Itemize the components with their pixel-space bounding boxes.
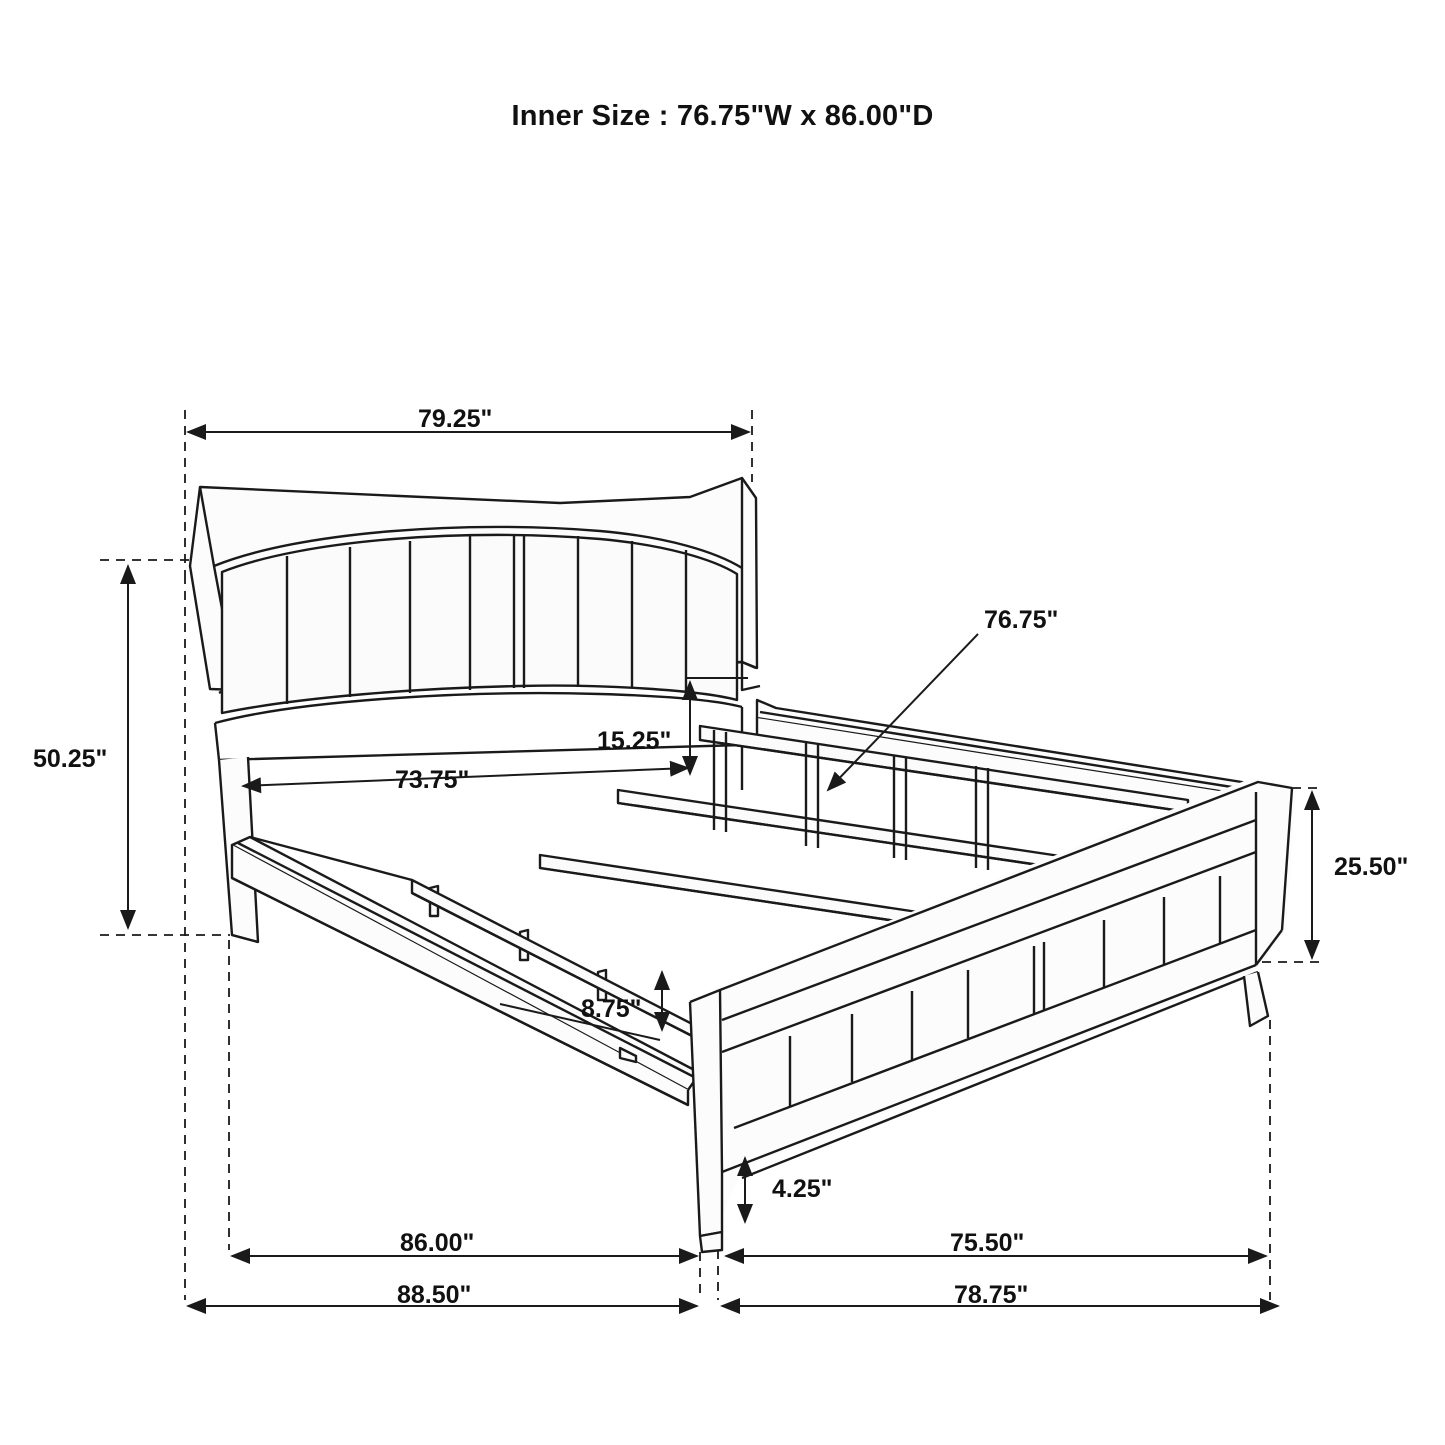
dim-label-headboard-panel-width: 73.75"	[395, 766, 470, 794]
dim-label-inner-depth: 86.00"	[400, 1229, 475, 1257]
page-title: Inner Size : 76.75"W x 86.00"D	[511, 100, 934, 132]
dim-label-overall-width: 78.75"	[954, 1281, 1029, 1309]
dim-label-headboard-width: 79.25"	[418, 405, 493, 433]
dim-label-inner-width: 76.75"	[984, 606, 1059, 634]
dim-label-footboard-width: 75.50"	[950, 1229, 1025, 1257]
dim-label-footboard-height: 25.50"	[1334, 853, 1409, 881]
dim-label-slat-clearance: 8.75"	[581, 995, 642, 1023]
dim-label-headboard-height: 50.25"	[33, 745, 108, 773]
dim-label-footboard-leg-height: 4.25"	[772, 1175, 833, 1203]
dim-label-headboard-panel-height: 15.25"	[597, 727, 672, 755]
dim-label-overall-depth: 88.50"	[397, 1281, 472, 1309]
